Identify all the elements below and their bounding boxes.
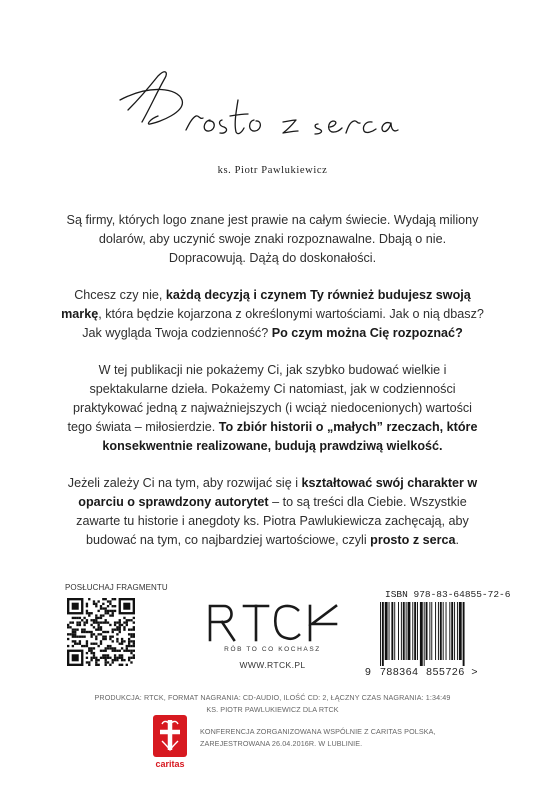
body-paragraph (60, 361, 485, 455)
barcode-digits-left: 788364 (379, 666, 419, 678)
publisher-url[interactable]: WWW.RTCK.PL (239, 660, 306, 670)
description-text (60, 211, 485, 568)
production-line-2: KS. PIOTR PAWLUKIEWICZ DLA RTCK (206, 705, 339, 714)
caritas-note-line-2: ZAREJESTROWANA 26.04.2016R. W LUBLINIE. (200, 739, 363, 748)
barcode-quiet-mark: > (471, 666, 479, 678)
barcode-digits (365, 666, 495, 678)
text-run: , która będzie kojarzona z określonymi wartościami. Jak o nią dbasz? Jak wygląda Twoja codzienność? (82, 306, 484, 340)
text-run: – to są treści dla Ciebie. Wszystkie zawarte tu historie i anegdoty ks. Piotra Pawlukiewicza zachęcają, aby budować na tym, co najbardziej wartościowe, czyli (76, 494, 469, 547)
caritas-note (200, 726, 436, 750)
text-run: Są firmy, których logo znane jest prawie na całym świecie. Wydają miliony dolarów, aby uczynić swoje znaki rozpoznawalne. Dbają o nie. Dopracowują. Dążą do doskonałości. (66, 213, 479, 265)
barcode-digits-right: 855726 (426, 666, 465, 678)
production-line-1: PRODUKCJA: RTCK, FORMAT NAGRANIA: CD-AUDIO, ILOŚĆ CD: 2, ŁĄCZNY CZAS NAGRANIA: 1:34:49 (94, 693, 451, 702)
bold-run: prosto z serca (370, 532, 456, 547)
caritas-note-line-1: KONFERENCJA ZORGANIZOWANA WSPÓLNIE Z CARITAS POLSKA, (200, 727, 436, 736)
text-run: Chcesz czy nie, (74, 288, 166, 303)
rtck-logo (206, 600, 340, 644)
caritas-logo (152, 714, 188, 770)
bold-run: To zbiór historii o „małych” rzeczach, które konsekwentnie realizowane, budują prawdziwą wielkość. (102, 419, 478, 453)
qr-label: POSŁUCHAJ FRAGMENTU (65, 583, 168, 592)
qr-code-icon[interactable] (67, 598, 135, 666)
caritas-logo-text: caritas (155, 759, 185, 769)
barcode-digit-first: 9 (365, 666, 372, 678)
text-run: . (455, 532, 460, 547)
text-run: Jeżeli zależy Ci na tym, aby rozwijać się i (67, 476, 302, 491)
bold-run: Po czym można Cię rozpoznać? (271, 325, 463, 340)
body-paragraph (60, 211, 485, 267)
text-run: W tej publikacji nie pokażemy Ci, jak szybko budować wielkie i spektakularne dzieła. Pokażemy Ci natomiast, jak w codzienności praktykować jedną z najważniejszych (i wciąż niedocenionych) wartości tego świata – miłosierdzie. (67, 363, 472, 434)
body-paragraph (60, 474, 485, 549)
publisher-tagline: RÓB TO CO KOCHASZ (224, 646, 321, 653)
barcode-icon (378, 602, 478, 666)
author-name: ks. Piotr Pawlukiewicz (217, 165, 328, 176)
isbn-label: ISBN 978-83-64855-72-6 (385, 589, 511, 600)
bold-run: każdą decyzją i czynem Ty również budujesz swoją markę (61, 288, 471, 321)
body-paragraph (60, 286, 485, 342)
bold-run: kształtować swój charakter w oparciu o sprawdzony autorytet (78, 476, 478, 509)
production-info (0, 692, 545, 716)
